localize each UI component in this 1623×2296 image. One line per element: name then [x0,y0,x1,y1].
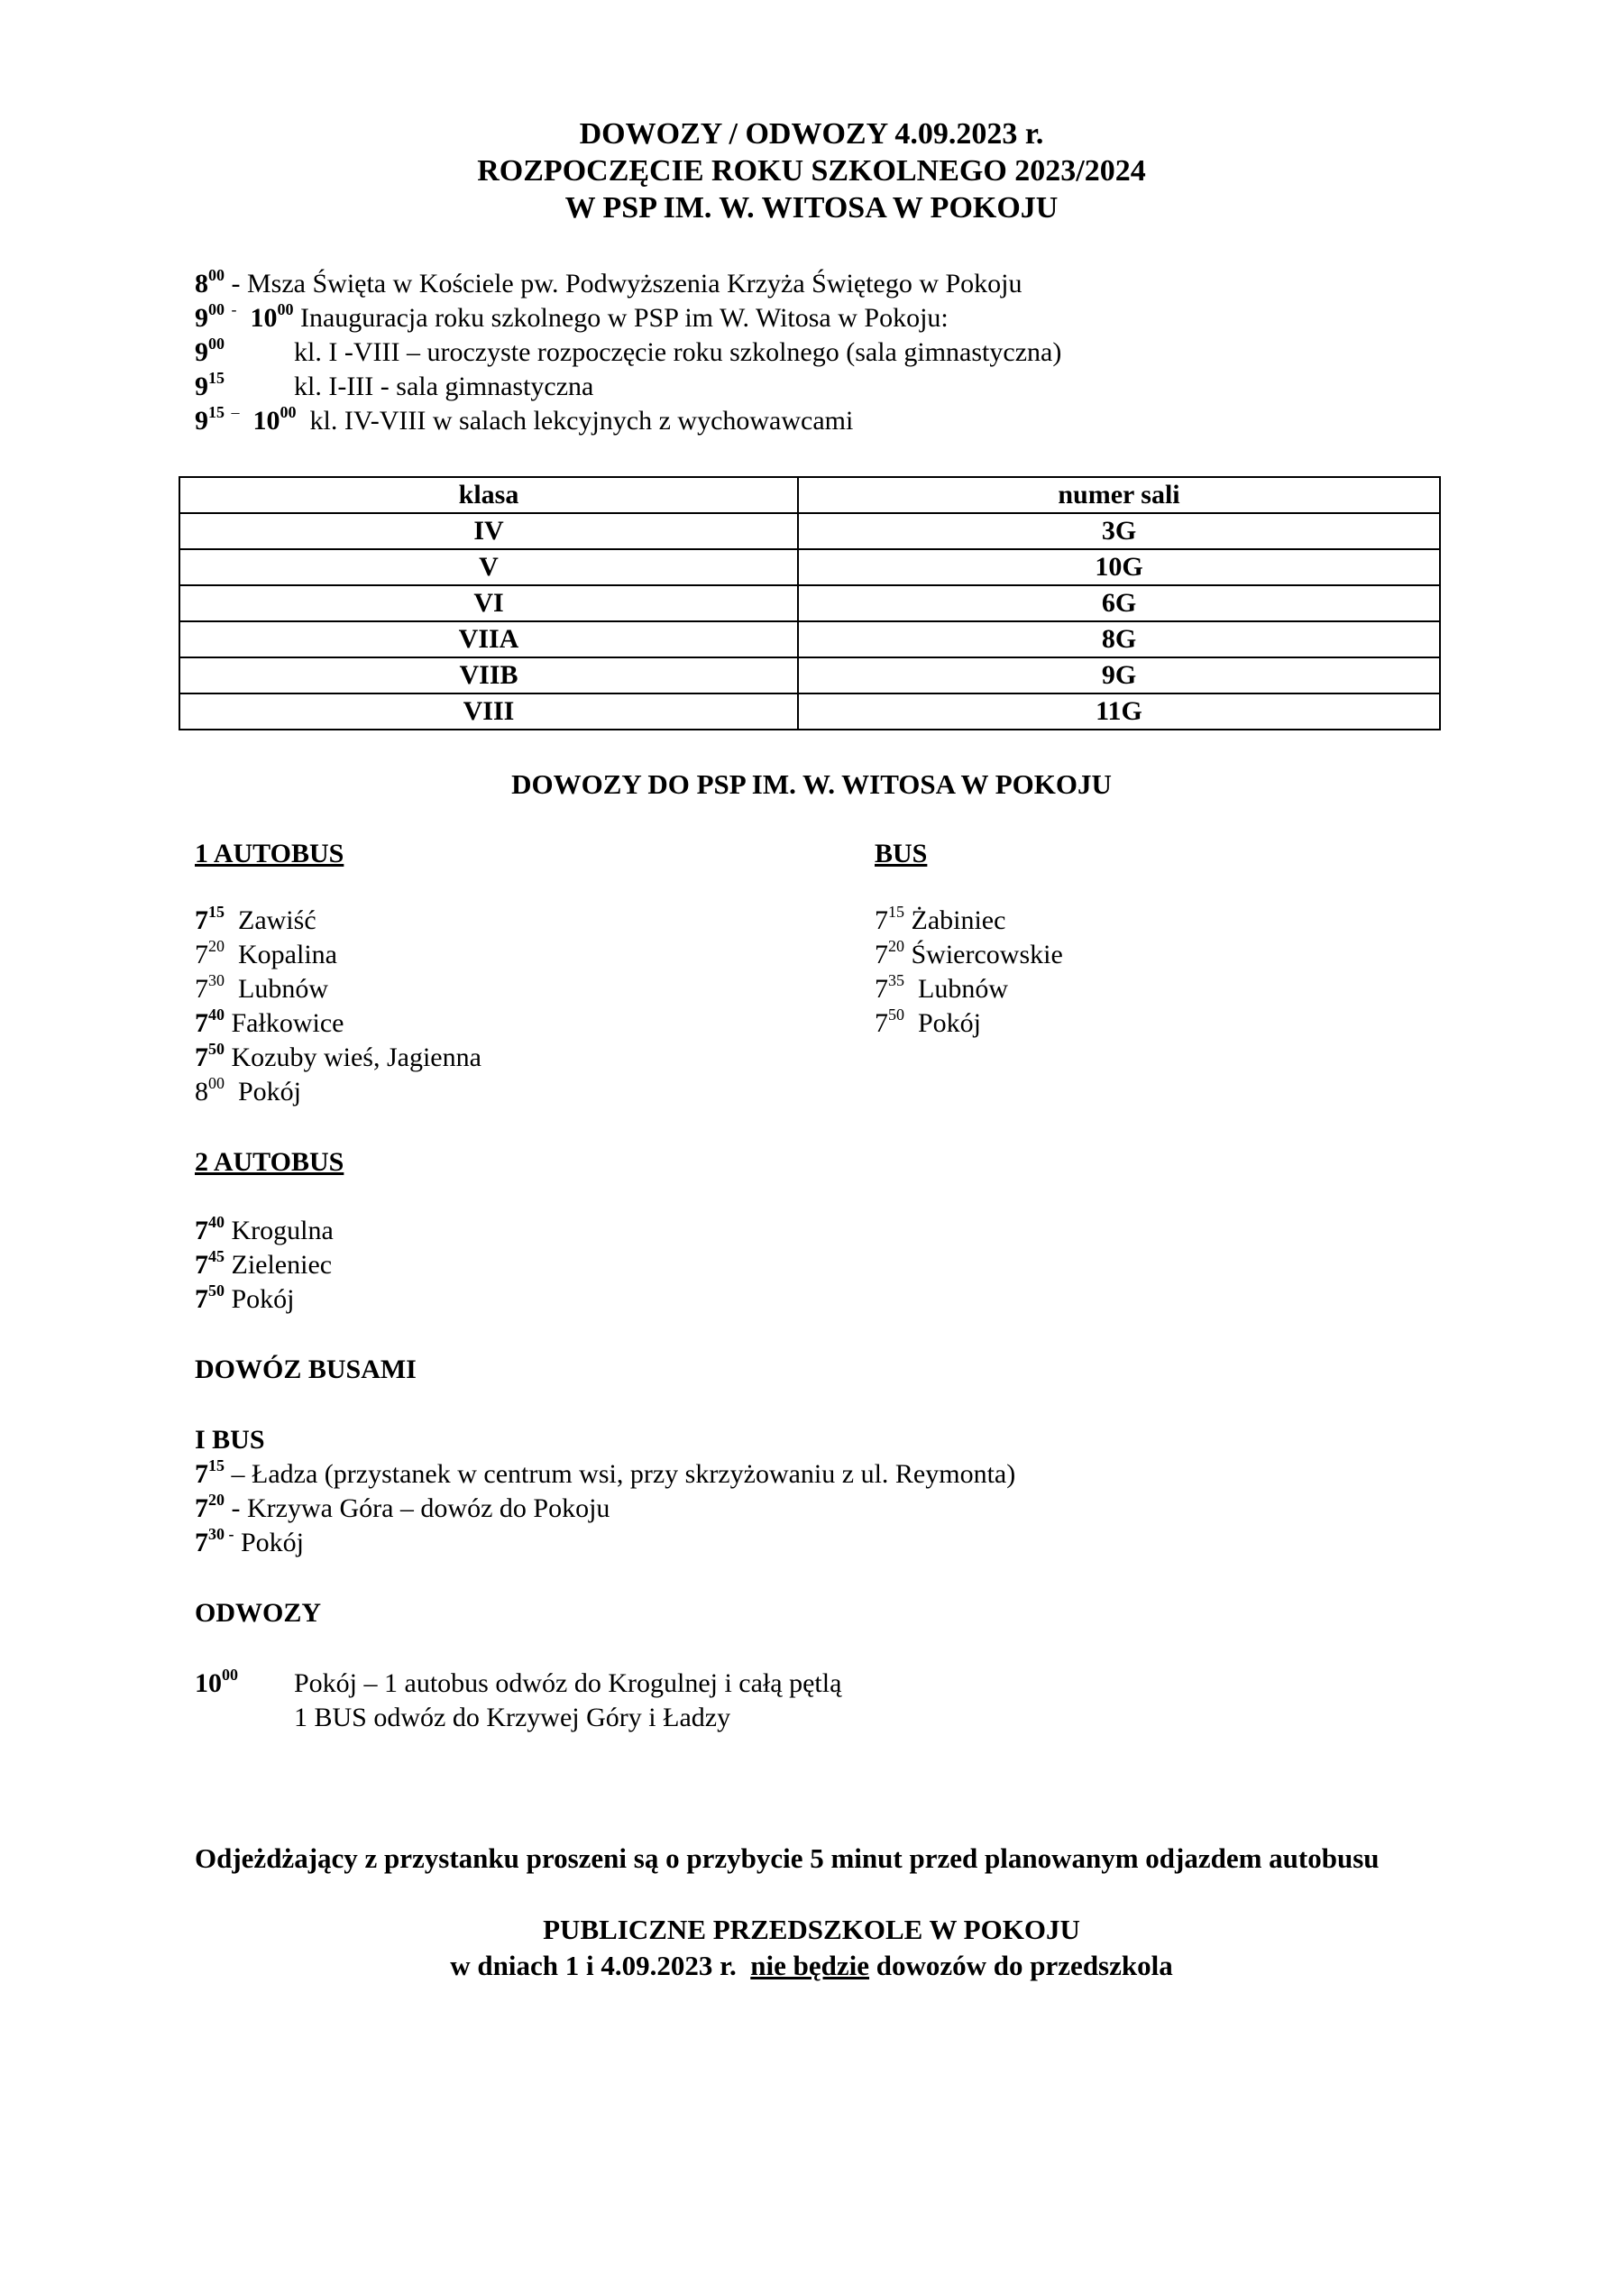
time-minute: 00 [280,403,297,422]
table-cell-class: VIIA [179,621,798,657]
time-minute: 15 [208,903,225,922]
time-hour: 7 [195,1250,208,1280]
stop-name: Pokój [238,1077,302,1107]
time-hour: 7 [195,1216,208,1245]
stop-name: Pokój [231,1284,295,1314]
time-minute: 20 [208,937,225,956]
schedule-text: Inauguracja roku szkolnego w PSP im W. Witosa w Pokoju: [300,303,949,333]
time-hour: 7 [875,905,888,935]
stop-item [875,904,1005,938]
table-header-class: klasa [179,477,798,513]
stop-item [195,904,316,938]
bus-title: BUS [875,839,928,868]
time-hour: 9 [195,372,208,401]
table-row [179,657,1440,693]
dowoz-busami-title: DOWÓZ BUSAMI [195,1355,417,1384]
time-separator: - [231,300,237,319]
table-cell-class: VIIB [179,657,798,693]
table-header-room: numer sali [798,477,1440,513]
time-minute: 50 [208,1281,225,1300]
time-hour: 7 [195,974,208,1004]
time-hour: 7 [195,1493,208,1523]
dowoz-busami-subtitle: I BUS [195,1425,265,1455]
odwozy-line-2: 1 BUS odwóz do Krzywej Góry i Ładzy [294,1703,731,1732]
table-row [179,693,1440,730]
schedule-text: kl. IV-VIII w salach lekcyjnych z wychowawcami [309,406,854,436]
schedule-row-classes-1-3 [195,370,225,404]
stop-item [875,1006,981,1041]
time-hour: 7 [195,1528,208,1557]
time-minute: 00 [222,1666,238,1685]
time-hour: 7 [875,1008,888,1038]
time-minute: 15 [208,369,225,388]
stop-item [195,1248,332,1282]
stop-item [195,1006,344,1041]
table-cell-class: VIII [179,693,798,730]
table-cell-class: V [179,549,798,585]
stop-item [195,938,337,972]
time-hour: 10 [252,406,280,436]
table-row [179,513,1440,549]
table-row [179,549,1440,585]
table-cell-room: 10G [798,549,1440,585]
time-minute: 20 [208,1491,225,1510]
time-minute: 15 [888,903,904,922]
stop-name: Świercowskie [911,940,1063,969]
stop-name: Lubnów [238,974,328,1004]
rooms-table [179,476,1441,730]
schedule-row-mass [195,267,1022,301]
stop-name: Kopalina [238,940,337,969]
stop-name: Zieleniec [231,1250,333,1280]
odwozy-line-1: Pokój – 1 autobus odwóz do Krogulnej i całą pętlą [294,1668,842,1698]
stop-item [195,1492,610,1526]
time-hour: 7 [195,905,208,935]
time-minute: 15 [208,1456,225,1475]
time-hour: 9 [195,337,208,367]
table-cell-class: VI [179,585,798,621]
document-title: DOWOZY / ODWOZY 4.09.2023 r. [579,117,1044,151]
schedule-text: - Msza Święta w Kościele pw. Podwyższenia Krzyża Świętego w Pokoju [231,269,1022,298]
time-minute: 00 [208,300,225,319]
time-hour: 10 [195,1668,222,1698]
stop-name: Krogulna [231,1216,334,1245]
schedule-row-classes-4-8 [195,404,853,438]
time-hour: 9 [195,303,208,333]
schedule-row-inauguration [195,301,949,335]
stop-name: Lubnów [918,974,1008,1004]
table-cell-class: IV [179,513,798,549]
time-hour: 8 [195,269,208,298]
table-row [179,585,1440,621]
schedule-text: kl. I -VIII – uroczyste rozpoczęcie roku szkolnego (sala gimnastyczna) [294,337,1062,367]
table-cell-room: 9G [798,657,1440,693]
stop-item [195,1526,304,1560]
time-minute: 00 [208,266,225,285]
time-minute: 00 [208,335,225,354]
preschool-notice-emphasis: nie będzie [750,1950,870,1981]
stop-item [875,938,1063,972]
autobus-2-title: 2 AUTOBUS [195,1147,344,1177]
time-minute: 40 [208,1213,225,1232]
stop-item [195,1075,301,1109]
time-hour: 7 [195,1459,208,1489]
time-minute: 30 [208,971,225,990]
odwozy-title: ODWOZY [195,1598,322,1628]
time-hour: 8 [195,1077,208,1107]
preschool-notice-part: dowozów do przedszkola [876,1950,1173,1981]
stop-item [875,972,1008,1006]
preschool-notice-part: w dniach 1 i 4.09.2023 r. [450,1950,737,1981]
notice-text: Odjeżdżający z przystanku proszeni są o przybycie 5 minut przed planowanym odjazdem autobusu [195,1842,1380,1874]
time-hour: 7 [195,1284,208,1314]
stop-name: Fałkowice [231,1008,344,1038]
document-subtitle: ROZPOCZĘCIE ROKU SZKOLNEGO 2023/2024 [477,154,1146,188]
time-minute: 40 [208,1006,225,1024]
stop-item [195,972,328,1006]
time-minute: 15 [208,403,225,422]
time-hour: 7 [875,974,888,1004]
time-hour: 7 [195,940,208,969]
table-header-row [179,477,1440,513]
stop-name: Pokój [918,1008,982,1038]
time-hour: 10 [250,303,278,333]
table-cell-room: 3G [798,513,1440,549]
stop-name: - Krzywa Góra – dowóz do Pokoju [231,1493,610,1523]
stop-name: – Ładza (przystanek w centrum wsi, przy skrzyżowaniu z ul. Reymonta) [231,1459,1016,1489]
time-minute: 00 [277,300,294,319]
preschool-notice [0,1948,1623,1984]
stop-item [195,1457,1015,1492]
preschool-title: PUBLICZNE PRZEDSZKOLE W POKOJU [543,1914,1080,1945]
time-minute: 50 [208,1040,225,1059]
time-minute: 45 [208,1247,225,1266]
table-row [179,621,1440,657]
schedule-row-ceremony [195,335,225,370]
stop-item [195,1041,481,1075]
autobus-1-title: 1 AUTOBUS [195,839,344,868]
stop-name: Żabiniec [911,905,1006,935]
time-hour: 7 [195,1042,208,1072]
time-minute: 20 [888,937,904,956]
stop-name: Kozuby wieś, Jagienna [231,1042,481,1072]
dowozy-section-title: DOWOZY DO PSP IM. W. WITOSA W POKOJU [511,768,1112,800]
schedule-text: kl. I-III - sala gimnastyczna [294,372,594,401]
stop-name: Pokój [241,1528,305,1557]
document-school-line: W PSP IM. W. WITOSA W POKOJU [564,191,1059,225]
table-cell-room: 8G [798,621,1440,657]
stop-item [195,1214,334,1248]
table-cell-room: 6G [798,585,1440,621]
table-cell-room: 11G [798,693,1440,730]
time-minute: 30 - [208,1525,234,1544]
time-hour: 9 [195,406,208,436]
time-separator: – [231,403,240,422]
time-hour: 7 [875,940,888,969]
stop-name: Zawiść [238,905,316,935]
time-minute: 35 [888,971,904,990]
odwozy-time [195,1667,238,1701]
time-hour: 7 [195,1008,208,1038]
stop-item [195,1282,295,1317]
time-minute: 50 [888,1006,904,1024]
time-minute: 00 [208,1074,225,1093]
